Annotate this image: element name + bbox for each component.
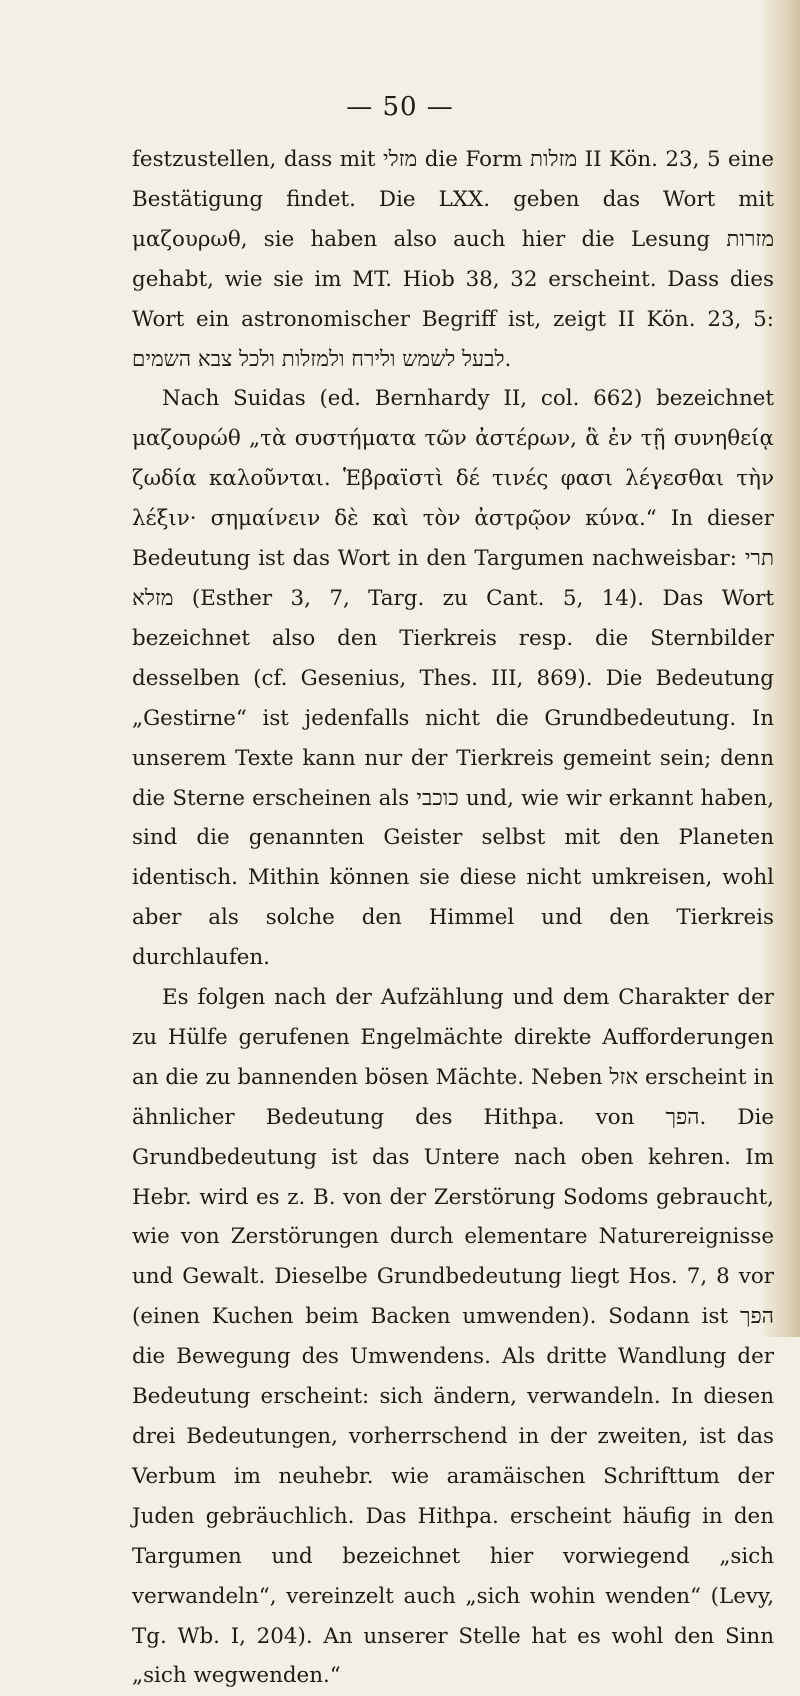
paragraph-hithpa: Es folgen nach der Aufzählung und dem Charakter der zu Hülfe gerufenen Engelmächte direkte Aufforderungen an die zu bannenden bösen Mächte. Neben אזל erscheint in ähnlicher Bedeutung des Hithpa. von הפך. Die Grundbedeutung ist das Untere nach oben kehren. Im Hebr. wird es z. B. von der Zerstörung Sodoms gebraucht, wie von Zerstörungen durch elementare Naturereignisse und Gewalt. Dieselbe Grundbedeutung liegt Hos. 7, 8 vor (einen Kuchen beim Backen umwenden). Sodann ist הפך die Bewegung des Umwendens. Als dritte Wandlung der Bedeutung erscheint: sich ändern, verwandeln. In diesen drei Bedeutungen, vorherrschend in der zweiten, ist das Verbum im neuhebr. wie aramäischen Schrifttum der Juden gebräuchlich. Das Hithpa. erscheint häufig in den Targumen und bezeichnet hier vorwiegend „sich verwandeln“, vereinzelt auch „sich wohin wenden“ (Levy, Tg. Wb. I, 204). An unserer Stelle hat es wohl den Sinn „sich wegwenden.“ <box>132 985 775 1689</box>
paragraph-continuation: festzustellen, dass mit מזלי die Form מזלות II Kön. 23, 5 eine Bestätigung findet. Die LXX. geben das Wort mit μαζουρωθ, sie haben also auch hier die Lesung מזרות gehabt, wie sie im MT. Hiob 38, 32 erscheint. Dass dies Wort ein astronomischer Begriff ist, zeigt II Kön. 23, 5: לבעל לשמש ולירח ולמזלות ולכל צבא השמים. <box>132 147 774 372</box>
text-column <box>132 140 774 1696</box>
page-number: — 50 — <box>346 92 454 122</box>
paragraph-suidas: Nach Suidas (ed. Bernhardy II, col. 662) bezeichnet μαζουρώθ „τὰ συστήματα τῶν ἀστέρων, ἃ ἐν τῇ συνηθείᾳ ζωδία καλοῦνται. Ἑβραϊστὶ δέ τινές φασι λέγεσθαι τὴν λέξιν· σημαίνειν δὲ καὶ τὸν ἀστρῷον κύνα.“ In dieser Bedeutung ist das Wort in den Targumen nachweisbar: תרי מזלא (Esther 3, 7, Targ. zu Cant. 5, 14). Das Wort bezeichnet also den Tierkreis resp. die Sternbilder desselben (cf. Gesenius, Thes. III, 869). Die Bedeutung „Gestirne“ ist jedenfalls nicht die Grundbedeutung. In unserem Texte kann nur der Tierkreis gemeint sein; denn die Sterne erscheinen als כוכבי und, wie wir erkannt haben, sind die genannten Geister selbst mit den Planeten identisch. Mithin können sie diese nicht umkreisen, wohl aber als solche den Himmel und den Tierkreis durchlaufen. <box>132 386 774 971</box>
